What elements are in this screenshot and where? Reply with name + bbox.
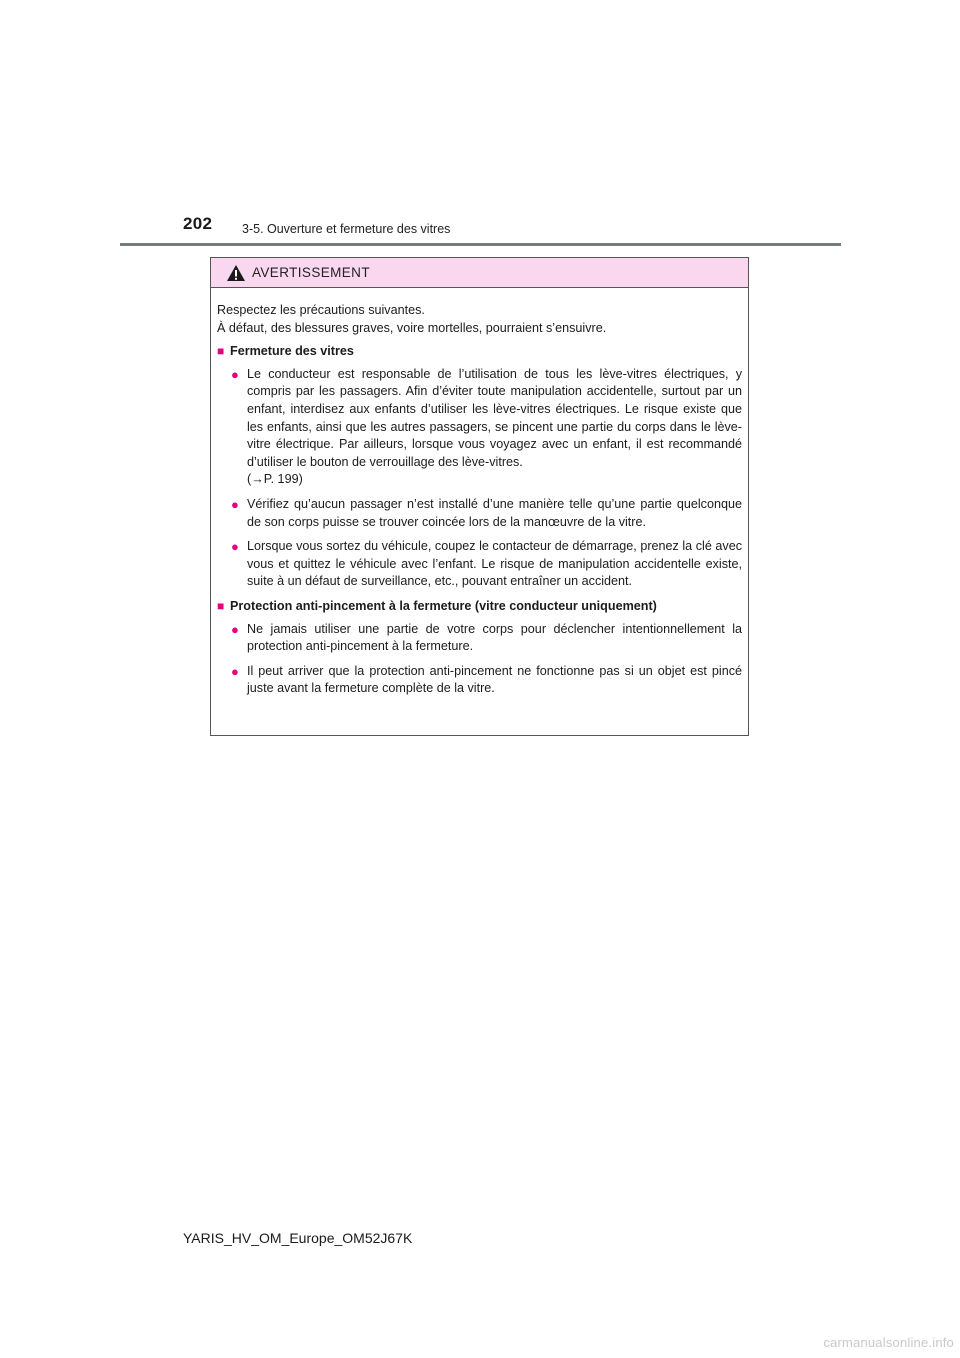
- header-rule: [120, 243, 841, 246]
- warning-group: [217, 343, 742, 591]
- circle-bullet-icon: ●: [231, 539, 239, 555]
- warning-title: AVERTISSEMENT: [252, 265, 370, 280]
- intro-line: À défaut, des blessures graves, voire mortelles, pourraient s’ensuivre.: [217, 320, 607, 335]
- list-item: [217, 621, 742, 656]
- warning-header: [211, 258, 748, 288]
- page-number: 202: [183, 214, 213, 233]
- warning-group: [217, 598, 742, 698]
- circle-bullet-icon: ●: [231, 496, 239, 512]
- section-title: 3-5. Ouverture et fermeture des vitres: [242, 222, 451, 236]
- list-item: [217, 366, 742, 489]
- group-heading: [217, 343, 742, 361]
- circle-bullet-icon: ●: [231, 621, 239, 637]
- watermark: carmanualsonline.info: [823, 1335, 954, 1350]
- item-text: Lorsque vous sortez du véhicule, coupez le contacteur de démarrage, prenez la clé avec vous et quittez le véhicule avec l’enfant. Le risque de manipulation accidentelle existe, suite à un défaut de surveillance, etc., pouvant entraîner un accident.: [247, 539, 742, 589]
- item-text: Ne jamais utiliser une partie de votre corps pour déclencher intentionnellement la protection anti-pincement à la fermeture.: [247, 621, 742, 654]
- circle-bullet-icon: ●: [231, 366, 239, 382]
- warning-body: [211, 288, 748, 698]
- warning-box: [210, 257, 749, 736]
- item-text: Il peut arriver que la protection anti-pincement ne fonctionne pas si un objet est pincé juste avant la fermeture complète de la vitre.: [247, 663, 742, 696]
- square-bullet-icon: ■: [217, 598, 225, 613]
- group-title: Fermeture des vitres: [230, 344, 354, 359]
- square-bullet-icon: ■: [217, 344, 225, 359]
- group-heading: [217, 598, 742, 616]
- document-id: YARIS_HV_OM_Europe_OM52J67K: [183, 1230, 413, 1246]
- list-item: [217, 663, 742, 698]
- circle-bullet-icon: ●: [231, 663, 239, 679]
- list-item: [217, 538, 742, 591]
- item-text: Le conducteur est responsable de l’utilisation de tous les lève-vitres électriques, y compris par les passagers. Afin d’éviter toute manipulation accidentelle, surtout par un enfant, interdisez aux enfants d’utiliser les lève-vitres électriques. Le risque existe que les enfants, ainsi que les autres passagers, se pincent une partie du corps dans le lève-vitre électrique. Par ailleurs, lorsque vous voyagez avec un enfant, il est recommandé d’utiliser le bouton de verrouillage des lève-vitres.: [247, 366, 742, 469]
- page-reference: (→P. 199): [247, 472, 303, 487]
- group-title: Protection anti-pincement à la fermeture (vitre conducteur uniquement): [230, 598, 657, 613]
- warning-triangle-icon: [226, 264, 246, 282]
- item-text: Vérifiez qu’aucun passager n’est installé d’une manière telle qu’une partie quelconque de son corps puisse se trouver coincée lors de la manœuvre de la vitre.: [247, 496, 742, 529]
- intro-line: Respectez les précautions suivantes.: [217, 303, 425, 317]
- warning-intro: [217, 302, 742, 337]
- list-item: [217, 496, 742, 531]
